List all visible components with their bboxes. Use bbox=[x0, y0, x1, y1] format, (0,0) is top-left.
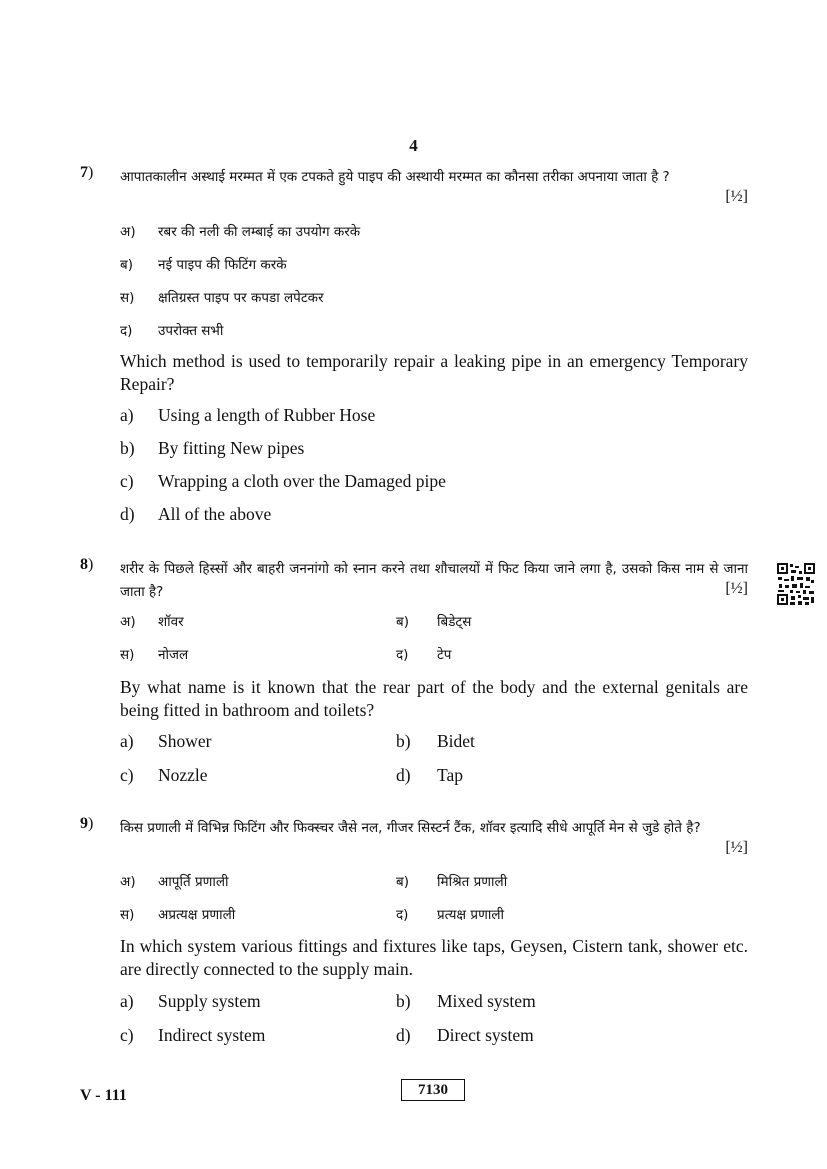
question-hindi: किस प्रणाली में विभिन्न फिटिंग और फिक्स्चर जैसे नल, गीजर सिस्टर्न टैंक, शॉवर इत्यादि सीधे आपूर्ति मेन से जुडे होते है? bbox=[120, 820, 701, 836]
question-number: 7) bbox=[80, 164, 94, 181]
question-hindi: आपातकालीन अस्थाई मरम्मत में एक टपकते हुये पाइप की अस्थायी मरम्मत का कौनसा तरीका अपनाया जाता है ? bbox=[120, 169, 670, 185]
question-english: In which system various fittings and fixtures like taps, Geysen, Cistern tank, shower etc. are directly connected to the supply main. bbox=[120, 936, 748, 979]
subject-code: V - 111 bbox=[80, 1087, 127, 1104]
marks: [½] bbox=[725, 580, 748, 597]
paper-code-box: 7130 bbox=[401, 1079, 465, 1101]
marks: [½] bbox=[725, 188, 748, 205]
question-english: Which method is used to temporarily repair a leaking pipe in an emergency Temporary Repair? bbox=[120, 351, 748, 394]
question-english: By what name is it known that the rear part of the body and the external genitals are being fitted in bathroom and toilets? bbox=[120, 677, 748, 720]
page-number: 4 bbox=[409, 136, 418, 155]
question-number: 9) bbox=[80, 815, 94, 832]
question-hindi: शरीर के पिछले हिस्सों और बाहरी जननांगो को स्नान करने तथा शौचालयों में फिट किया जाने लगा है, उसको किस नाम से जाना जाता है? bbox=[120, 561, 748, 600]
question-number: 8) bbox=[80, 556, 94, 573]
qr-code bbox=[777, 563, 815, 605]
marks: [½] bbox=[725, 839, 748, 856]
